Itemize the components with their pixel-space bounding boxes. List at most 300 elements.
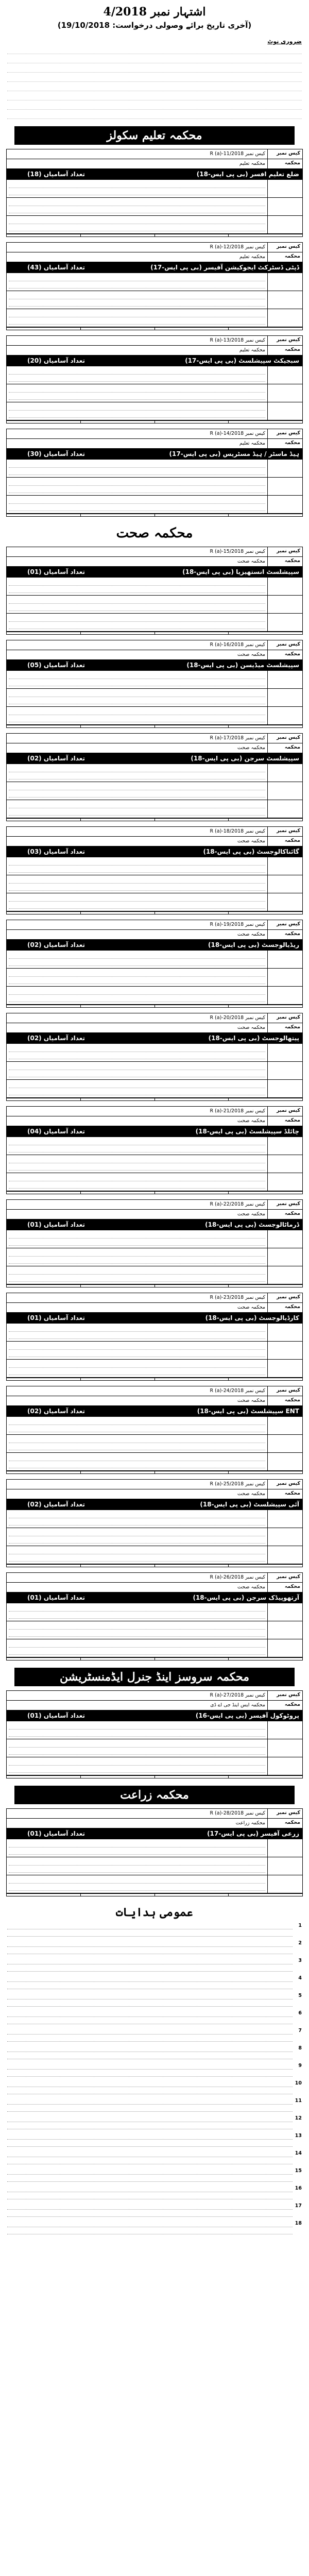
- dept-label: محکمہ: [267, 346, 302, 355]
- quota-cell: [228, 328, 302, 330]
- quota-cell: [7, 1658, 80, 1660]
- qualification-row-label: [267, 1324, 302, 1341]
- age-row-value: [7, 1248, 267, 1266]
- instruction-text: [7, 2045, 293, 2060]
- text-line: [9, 1437, 265, 1443]
- job-case-row: [7, 1809, 302, 1819]
- age-row: [7, 689, 302, 707]
- intro-text-line: [7, 65, 302, 73]
- quota-cell: [228, 1005, 302, 1007]
- text-line: [9, 1369, 265, 1375]
- age-row-value: [7, 596, 267, 613]
- job-case-row: [7, 734, 302, 743]
- text-line: [7, 2063, 293, 2070]
- qualification-row-label: [267, 1510, 302, 1528]
- instruction-number: 12: [295, 2115, 302, 2121]
- post-header: [7, 355, 302, 366]
- domicile-row-value: [7, 1546, 267, 1564]
- instruction-text: [7, 2027, 293, 2043]
- text-line: [9, 885, 265, 891]
- quota-cell: [7, 1565, 80, 1567]
- text-line: [9, 903, 265, 909]
- domicile-row: [7, 402, 302, 420]
- domicile-row-label: [267, 800, 302, 818]
- dept-name: محکمہ صحت: [237, 1118, 265, 1124]
- dept-name: محکمہ صحت: [237, 652, 265, 657]
- instruction-number: 10: [295, 2080, 302, 2086]
- age-row: [7, 478, 302, 496]
- instruction-item: [7, 2185, 302, 2200]
- quota-cell: [228, 1378, 302, 1380]
- job-case-row: [7, 336, 302, 346]
- job-block: [6, 1106, 303, 1194]
- job-case-row: [7, 920, 302, 930]
- post-header: [7, 846, 302, 857]
- post-name: آرتھوپیڈک سرجن (بی پی ایس-18): [106, 1592, 302, 1603]
- quota-cell: [154, 1894, 229, 1896]
- case-number: کیس نمبر 21/2018-R (a): [210, 1108, 265, 1114]
- text-line: [9, 1841, 265, 1848]
- age-row-label: [267, 198, 302, 215]
- job-case-row: [7, 1691, 302, 1701]
- text-line: [7, 2141, 293, 2147]
- job-block: [6, 1199, 303, 1287]
- qualification-row-label: [267, 951, 302, 968]
- post-count: تعداد آسامیاں (02): [7, 1406, 106, 1416]
- instruction-item: [7, 2010, 302, 2025]
- post-name: چائلڈ سپیشلسٹ (بی پی ایس-18): [106, 1126, 302, 1137]
- instruction-number: 2: [298, 1940, 302, 1946]
- quota-cell: [228, 1894, 302, 1896]
- instruction-number: 14: [295, 2150, 302, 2156]
- text-line: [9, 368, 265, 375]
- job-dept-row: [7, 159, 302, 169]
- job-block: [6, 733, 303, 821]
- text-line: [7, 2071, 293, 2077]
- quota-cell: [154, 1378, 229, 1380]
- post-name: پیتھالوجسٹ (بی پی ایس-18): [106, 1033, 302, 1043]
- text-line: [9, 766, 265, 772]
- job-case-row: [7, 1480, 302, 1489]
- case-label: کیس نمبر: [267, 149, 302, 159]
- text-line: [7, 2204, 293, 2210]
- age-row-value: [7, 969, 267, 986]
- dept-name: محکمہ تعلیم: [239, 347, 265, 353]
- quota-cell: [228, 1285, 302, 1287]
- instruction-number: 16: [295, 2185, 302, 2191]
- qualification-row-value: [7, 671, 267, 688]
- job-case-row: [7, 429, 302, 439]
- text-line: [7, 2018, 293, 2024]
- text-line: [7, 2046, 293, 2052]
- quota-table: [7, 1775, 302, 1778]
- quota-cell: [7, 1776, 80, 1778]
- age-row: [7, 1062, 302, 1080]
- qualification-row: [7, 1510, 302, 1528]
- qualification-row: [7, 1230, 302, 1248]
- text-line: [9, 189, 265, 195]
- text-line: [7, 2028, 293, 2035]
- instruction-item: [7, 1940, 302, 1955]
- instruction-number: 18: [295, 2221, 302, 2226]
- text-line: [7, 1923, 293, 1929]
- text-line: [7, 2221, 293, 2227]
- department-banner: محکمہ تعلیم سکولز: [14, 126, 295, 145]
- qualification-row-value: [7, 366, 267, 384]
- text-line: [7, 2116, 293, 2122]
- job-case-row: [7, 547, 302, 557]
- domicile-row-label: [267, 1875, 302, 1893]
- intro-text-line: [7, 46, 302, 54]
- qualification-row-value: [7, 1230, 267, 1248]
- qualification-row-label: [267, 1044, 302, 1061]
- qualification-row: [7, 1044, 302, 1062]
- instruction-text: [7, 2097, 293, 2113]
- dept-name: محکمہ زراعت: [235, 1820, 265, 1826]
- age-row-value: [7, 1062, 267, 1079]
- qualification-row-label: [267, 1230, 302, 1248]
- text-line: [9, 1537, 265, 1544]
- text-line: [7, 2088, 293, 2094]
- dept-label: محکمہ: [267, 159, 302, 168]
- quota-cell: [80, 1776, 154, 1778]
- quota-table: [7, 1191, 302, 1194]
- qualification-row-label: [267, 273, 302, 291]
- instruction-number: 9: [298, 2063, 302, 2069]
- job-block: [6, 640, 303, 728]
- dept-name: محکمہ صحت: [237, 1398, 265, 1403]
- age-row: [7, 1621, 302, 1639]
- text-line: [9, 487, 265, 493]
- qualification-row-value: [7, 578, 267, 595]
- text-line: [9, 480, 265, 486]
- text-line: [9, 996, 265, 1002]
- quota-cell: [7, 819, 80, 821]
- text-line: [9, 1240, 265, 1246]
- case-label: کیس نمبر: [267, 547, 302, 556]
- qualification-row-value: [7, 1721, 267, 1739]
- instruction-text: [7, 1992, 293, 2008]
- age-row-value: [7, 782, 267, 800]
- text-line: [9, 207, 265, 213]
- text-line: [9, 1555, 265, 1562]
- text-line: [7, 2106, 293, 2112]
- domicile-row-label: [267, 987, 302, 1004]
- text-line: [7, 2133, 293, 2140]
- quota-cell: [80, 1894, 154, 1896]
- age-row-value: [7, 478, 267, 495]
- qualification-row-label: [267, 1417, 302, 1434]
- job-block: [6, 1386, 303, 1474]
- quota-table: [7, 1378, 302, 1380]
- departments: [0, 126, 309, 1896]
- text-line: [9, 605, 265, 611]
- quota-cell: [80, 1378, 154, 1380]
- text-line: [9, 1326, 265, 1332]
- instruction-item: [7, 2062, 302, 2078]
- text-line: [9, 673, 265, 679]
- qualification-row: [7, 273, 302, 291]
- job-case-row: [7, 243, 302, 252]
- dept-label: محکمہ: [267, 1023, 302, 1032]
- text-line: [9, 469, 265, 475]
- domicile-row-value: [7, 216, 267, 233]
- case-number: کیس نمبر 18/2018-R (a): [210, 828, 265, 834]
- text-line: [9, 1071, 265, 1077]
- job-dept-row: [7, 1396, 302, 1406]
- quota-cell: [228, 1471, 302, 1473]
- text-line: [7, 2053, 293, 2059]
- text-line: [9, 616, 265, 622]
- post-name: کارڈیالوجسٹ (بی پی ایس-18): [106, 1313, 302, 1323]
- text-line: [9, 1613, 265, 1619]
- post-header: [7, 1592, 302, 1603]
- domicile-row: [7, 1360, 302, 1378]
- domicile-row-label: [267, 1757, 302, 1775]
- domicile-row-value: [7, 1639, 267, 1657]
- text-line: [9, 1885, 265, 1891]
- text-line: [9, 580, 265, 586]
- case-number: کیس نمبر 27/2018-R (a): [210, 1692, 265, 1698]
- age-row-label: [267, 969, 302, 986]
- dept-label: محکمہ: [267, 930, 302, 939]
- text-line: [9, 1362, 265, 1368]
- qualification-row-label: [267, 366, 302, 384]
- text-line: [9, 1723, 265, 1730]
- quota-cell: [80, 632, 154, 634]
- quota-table: [7, 632, 302, 634]
- text-line: [9, 1258, 265, 1264]
- case-label: کیس نمبر: [267, 1107, 302, 1116]
- instruction-number: 1: [298, 1923, 302, 1928]
- instruction-text: [7, 1957, 293, 1973]
- quota-cell: [7, 1098, 80, 1100]
- dept-name: محکمہ ایس اینڈ جی اے ڈی: [210, 1702, 265, 1708]
- instruction-number: 3: [298, 1958, 302, 1963]
- quota-table: [7, 420, 302, 423]
- intro-text-line: [7, 74, 302, 82]
- quota-cell: [154, 514, 229, 516]
- text-line: [9, 809, 265, 816]
- text-line: [9, 225, 265, 231]
- text-line: [9, 1649, 265, 1655]
- qualification-row-value: [7, 857, 267, 875]
- instruction-item: [7, 1992, 302, 2008]
- dept-name: محکمہ تعلیم: [239, 440, 265, 446]
- quota-cell: [228, 234, 302, 236]
- dept-name: محکمہ صحت: [237, 1584, 265, 1590]
- job-case-row: [7, 1107, 302, 1116]
- instruction-number: 6: [298, 2010, 302, 2016]
- intro-text-line: [7, 56, 302, 63]
- quota-cell: [228, 421, 302, 423]
- text-line: [9, 1333, 265, 1339]
- dept-name: محکمہ تعلیم: [239, 161, 265, 166]
- qualification-row: [7, 1137, 302, 1155]
- post-name: ڈرماٹالوجسٹ (بی پی ایس-18): [106, 1219, 302, 1230]
- case-number: کیس نمبر 19/2018-R (a): [210, 922, 265, 927]
- post-header: [7, 1033, 302, 1044]
- post-count: تعداد آسامیاں (01): [7, 1710, 106, 1721]
- instruction-text: [7, 2150, 293, 2165]
- text-line: [9, 1064, 265, 1070]
- job-block: [6, 1690, 303, 1778]
- text-line: [9, 1444, 265, 1450]
- job-dept-row: [7, 743, 302, 753]
- text-line: [9, 462, 265, 468]
- age-row-value: [7, 1621, 267, 1639]
- text-line: [7, 2168, 293, 2175]
- age-row-value: [7, 291, 267, 309]
- text-line: [9, 1089, 265, 1095]
- text-line: [7, 2158, 293, 2164]
- text-line: [7, 1941, 293, 1947]
- age-row-value: [7, 1739, 267, 1757]
- qualification-row-value: [7, 1603, 267, 1621]
- job-block: [6, 1479, 303, 1567]
- case-number: کیس نمبر 16/2018-R (a): [210, 642, 265, 648]
- quota-cell: [154, 1005, 229, 1007]
- case-number: کیس نمبر 24/2018-R (a): [210, 1388, 265, 1394]
- quota-cell: [80, 1285, 154, 1287]
- dept-label: محکمہ: [267, 837, 302, 846]
- dept-label: محکمہ: [267, 439, 302, 448]
- quota-cell: [7, 725, 80, 727]
- domicile-row-label: [267, 893, 302, 911]
- quota-cell: [80, 1098, 154, 1100]
- domicile-row: [7, 987, 302, 1005]
- post-header: [7, 1126, 302, 1137]
- post-count: تعداد آسامیاں (01): [7, 1313, 106, 1323]
- domicile-row-label: [267, 496, 302, 513]
- text-line: [9, 691, 265, 697]
- post-header: [7, 660, 302, 671]
- qualification-row-label: [267, 460, 302, 477]
- age-row-label: [267, 478, 302, 495]
- dept-name: محکمہ صحت: [237, 1211, 265, 1217]
- age-row-label: [267, 1857, 302, 1875]
- text-line: [9, 282, 265, 289]
- age-row-label: [267, 782, 302, 800]
- text-line: [9, 1053, 265, 1059]
- intro-text-line: [7, 93, 302, 100]
- domicile-row: [7, 1080, 302, 1098]
- job-dept-row: [7, 1023, 302, 1033]
- text-line: [9, 386, 265, 393]
- post-header: [7, 449, 302, 460]
- dept-name: محکمہ صحت: [237, 1491, 265, 1497]
- domicile-row-value: [7, 1453, 267, 1470]
- instruction-text: [7, 2202, 293, 2218]
- text-line: [9, 1139, 265, 1145]
- text-line: [9, 218, 265, 224]
- domicile-row: [7, 1875, 302, 1893]
- qualification-row: [7, 366, 302, 384]
- post-count: تعداد آسامیاں (01): [7, 1828, 106, 1839]
- text-line: [9, 1859, 265, 1866]
- quota-table: [7, 725, 302, 727]
- quota-cell: [154, 1471, 229, 1473]
- job-case-row: [7, 1386, 302, 1396]
- qualification-row-label: [267, 1603, 302, 1621]
- quota-cell: [80, 819, 154, 821]
- text-line: [9, 505, 265, 511]
- case-number: کیس نمبر 25/2018-R (a): [210, 1481, 265, 1487]
- quota-cell: [7, 1894, 80, 1896]
- instruction-item: [7, 2080, 302, 2095]
- qualification-row-label: [267, 180, 302, 197]
- text-line: [9, 200, 265, 206]
- quota-table: [7, 1657, 302, 1660]
- instruction-text: [7, 2080, 293, 2095]
- qualification-row: [7, 1603, 302, 1621]
- post-header: [7, 1710, 302, 1721]
- domicile-row-value: [7, 1080, 267, 1097]
- age-row-value: [7, 1857, 267, 1875]
- quota-cell: [228, 514, 302, 516]
- post-count: تعداد آسامیاں (20): [7, 355, 106, 366]
- text-line: [9, 1731, 265, 1737]
- text-line: [9, 1749, 265, 1755]
- job-dept-row: [7, 1116, 302, 1126]
- text-line: [9, 311, 265, 317]
- case-label: کیس نمبر: [267, 734, 302, 743]
- age-row: [7, 596, 302, 614]
- post-name: سپیشلسٹ میڈیسن (بی پی ایس-18): [106, 660, 302, 670]
- quota-cell: [228, 819, 302, 821]
- age-row-value: [7, 1435, 267, 1452]
- ad-subtitle: (آخری تاریخ برائے وصولی درخواست: 19/10/2018): [57, 21, 252, 30]
- post-count: تعداد آسامیاں (02): [7, 753, 106, 764]
- intro-text-line: [7, 111, 302, 119]
- dept-label: محکمہ: [267, 1583, 302, 1592]
- dept-label: محکمہ: [267, 743, 302, 753]
- case-label: کیس نمبر: [267, 827, 302, 836]
- age-row-value: [7, 1528, 267, 1546]
- post-header: [7, 1406, 302, 1417]
- text-line: [9, 773, 265, 779]
- text-line: [9, 1175, 265, 1181]
- instruction-item: [7, 2097, 302, 2113]
- quota-table: [7, 1564, 302, 1567]
- text-line: [9, 293, 265, 299]
- qualification-row-label: [267, 671, 302, 688]
- case-number: کیس نمبر 14/2018-R (a): [210, 431, 265, 436]
- post-name: سپیشلسٹ سرجن (بی پی ایس-18): [106, 753, 302, 764]
- text-line: [7, 2123, 293, 2129]
- qualification-row: [7, 1324, 302, 1342]
- post-header: [7, 169, 302, 180]
- job-case-row: [7, 1573, 302, 1583]
- post-header: [7, 940, 302, 951]
- text-line: [9, 182, 265, 188]
- qualification-row: [7, 671, 302, 689]
- instruction-text: [7, 2062, 293, 2078]
- text-line: [7, 2098, 293, 2105]
- department-banner: محکمہ سروسز اینڈ جنرل ایڈمنسٹریشن: [14, 1668, 295, 1686]
- text-line: [9, 1631, 265, 1637]
- text-line: [9, 716, 265, 722]
- case-number: کیس نمبر 26/2018-R (a): [210, 1574, 265, 1580]
- quota-cell: [154, 1565, 229, 1567]
- job-dept-row: [7, 1489, 302, 1499]
- age-row-label: [267, 596, 302, 613]
- qualification-row-label: [267, 1839, 302, 1857]
- dept-label: محکمہ: [267, 557, 302, 566]
- age-row-value: [7, 198, 267, 215]
- quota-cell: [154, 1098, 229, 1100]
- dept-name: محکمہ تعلیم: [239, 254, 265, 260]
